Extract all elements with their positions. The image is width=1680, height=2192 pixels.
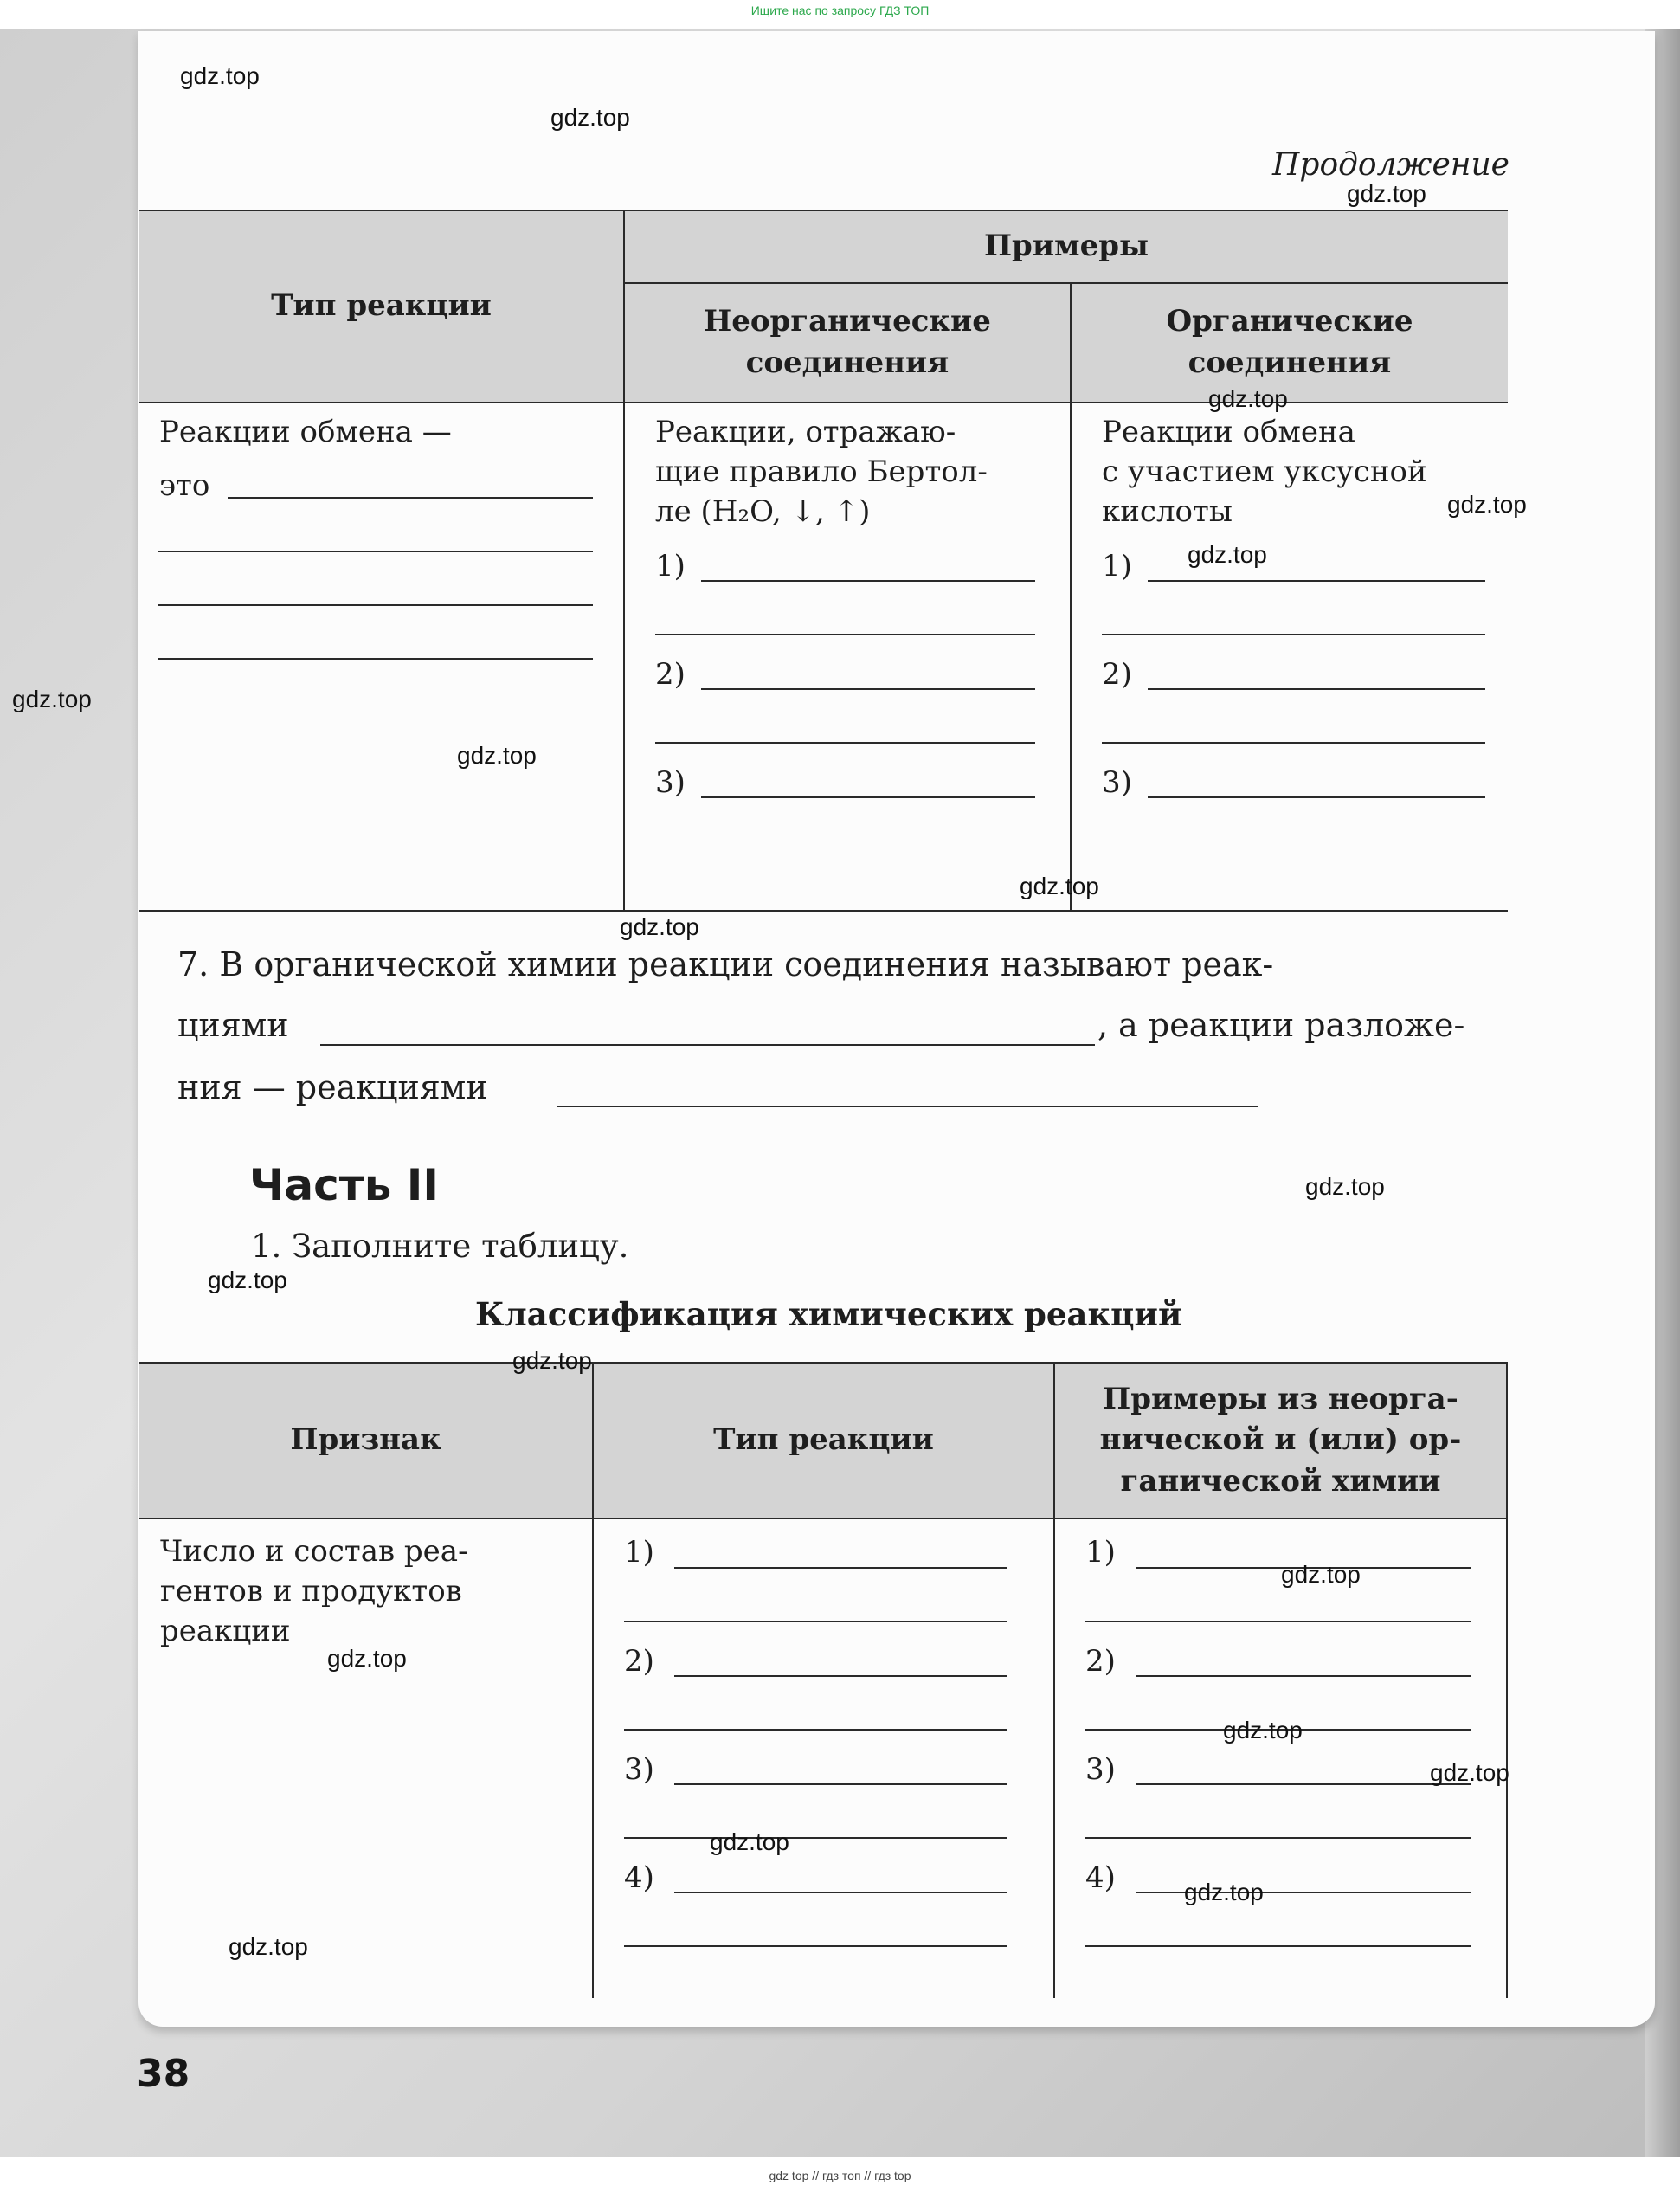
col-header-organic: Органические соединения <box>1071 283 1508 403</box>
watermark: gdz.top <box>1430 1759 1509 1786</box>
top-banner: Ищите нас по запросу ГДЗ ТОП <box>750 3 930 17</box>
watermark: gdz.top <box>327 1645 407 1672</box>
table-bottom-rule <box>139 910 1508 912</box>
q7-line-1: 7. В органической химии реакции соединения называют реак- <box>177 945 1274 983</box>
classification-table <box>139 1362 1508 1998</box>
col-header-examples: Примеры <box>624 210 1508 283</box>
q7-line-3-start: ния — реакциями <box>177 1068 488 1106</box>
item-number: 3) <box>655 765 686 800</box>
answer-line[interactable] <box>158 658 593 660</box>
watermark: gdz.top <box>1447 491 1527 518</box>
watermark: gdz.top <box>1184 1879 1264 1905</box>
watermark: gdz.top <box>229 1933 308 1960</box>
organic-text-line: кислоты <box>1102 494 1233 529</box>
answer-line[interactable] <box>624 1945 1007 1947</box>
task-1: 1. Заполните таблицу. <box>251 1228 629 1265</box>
cell-exchange-definition <box>139 403 624 912</box>
watermark: gdz.top <box>550 104 630 131</box>
watermark: gdz.top <box>1223 1717 1303 1744</box>
answer-line[interactable] <box>1102 742 1485 744</box>
item-number: 3) <box>1085 1752 1116 1787</box>
organic-text-line: Реакции обмена <box>1102 415 1355 449</box>
inorganic-text-line: Реакции, отражаю- <box>655 415 956 449</box>
watermark: gdz.top <box>1281 1561 1361 1588</box>
answer-line[interactable] <box>701 688 1035 690</box>
col-header-examples: Примеры из неорга- нической и (или) ор- ганической химии <box>1054 1363 1507 1518</box>
answer-line[interactable] <box>1085 1837 1471 1839</box>
answer-line[interactable] <box>1085 1621 1471 1622</box>
answer-line[interactable] <box>1136 1675 1471 1677</box>
watermark: gdz.top <box>1305 1173 1385 1200</box>
sign-text-line: гентов и продуктов <box>160 1574 462 1609</box>
answer-line[interactable] <box>674 1892 1007 1893</box>
watermark: gdz.top <box>180 62 260 89</box>
answer-line[interactable] <box>1148 796 1485 798</box>
watermark: gdz.top <box>1347 180 1426 207</box>
q7-line-2-start: циями <box>177 1006 289 1044</box>
item-number: 4) <box>1085 1860 1116 1895</box>
answer-line[interactable] <box>158 551 593 552</box>
item-number: 1) <box>1085 1535 1116 1570</box>
col-header-reaction-type: Тип реакции <box>139 210 624 403</box>
cell-inorganic-examples <box>624 403 1071 912</box>
answer-line[interactable] <box>624 1621 1007 1622</box>
watermark: gdz.top <box>1020 873 1099 899</box>
reaction-types-table <box>139 210 1508 912</box>
answer-line[interactable] <box>655 742 1035 744</box>
organic-text-line: с участием уксусной <box>1102 455 1427 489</box>
sign-text-line: Число и состав реа- <box>160 1534 468 1569</box>
item-number: 2) <box>624 1644 654 1679</box>
answer-line[interactable] <box>674 1783 1007 1785</box>
item-number: 1) <box>1102 549 1132 583</box>
item-number: 3) <box>1102 765 1132 800</box>
answer-line[interactable] <box>1148 580 1485 582</box>
answer-line[interactable] <box>228 497 593 499</box>
inorganic-text-line: ле (H₂O, ↓, ↑) <box>655 494 871 529</box>
item-number: 4) <box>624 1860 654 1895</box>
item-number: 2) <box>1085 1644 1116 1679</box>
item-number: 1) <box>655 549 686 583</box>
answer-line[interactable] <box>674 1567 1007 1569</box>
item-number: 1) <box>624 1535 654 1570</box>
item-number: 2) <box>1102 657 1132 692</box>
watermark: gdz.top <box>1208 385 1288 412</box>
sign-text-line: реакции <box>160 1614 291 1648</box>
col-header-inorganic: Неорганические соединения <box>624 283 1071 403</box>
answer-line[interactable] <box>701 580 1035 582</box>
watermark: gdz.top <box>208 1267 287 1293</box>
answer-line[interactable] <box>624 1837 1007 1839</box>
item-number: 3) <box>624 1752 654 1787</box>
watermark: gdz.top <box>12 686 92 712</box>
cell-types <box>593 1518 1054 1998</box>
inorganic-text-line: щие правило Бертол- <box>655 455 988 489</box>
item-number: 2) <box>655 657 686 692</box>
part-title: Часть II <box>249 1160 439 1210</box>
cell-sign <box>139 1518 593 1998</box>
q7-line-2-end: , а реакции разложе- <box>1097 1006 1465 1044</box>
q7-answer-line-1[interactable] <box>320 1044 1095 1046</box>
answer-line[interactable] <box>1136 1783 1471 1785</box>
watermark: gdz.top <box>457 742 537 769</box>
answer-line[interactable] <box>1148 688 1485 690</box>
answer-line[interactable] <box>158 604 593 606</box>
answer-line[interactable] <box>1102 634 1485 635</box>
watermark: gdz.top <box>512 1347 592 1374</box>
answer-line[interactable] <box>655 634 1035 635</box>
answer-line[interactable] <box>701 796 1035 798</box>
watermark: gdz.top <box>620 913 699 940</box>
q7-answer-line-2[interactable] <box>557 1106 1258 1107</box>
answer-line[interactable] <box>624 1729 1007 1731</box>
table-caption: Классификация химических реакций <box>475 1295 1182 1333</box>
watermark: gdz.top <box>1188 541 1267 568</box>
cell-examples <box>1054 1518 1507 1998</box>
col-header-sign: Признак <box>139 1363 593 1518</box>
bottom-banner: gdz top // гдз топ // гдз top <box>769 2169 911 2182</box>
exchange-this: это <box>159 468 210 503</box>
col-header-type: Тип реакции <box>593 1363 1054 1518</box>
continuation-label: Продолжение <box>1272 147 1509 183</box>
exchange-label: Реакции обмена — <box>159 415 452 449</box>
cell-organic-examples <box>1071 403 1508 912</box>
answer-line[interactable] <box>1085 1945 1471 1947</box>
page-number: 38 <box>137 2052 190 2096</box>
watermark: gdz.top <box>710 1828 789 1855</box>
answer-line[interactable] <box>674 1675 1007 1677</box>
